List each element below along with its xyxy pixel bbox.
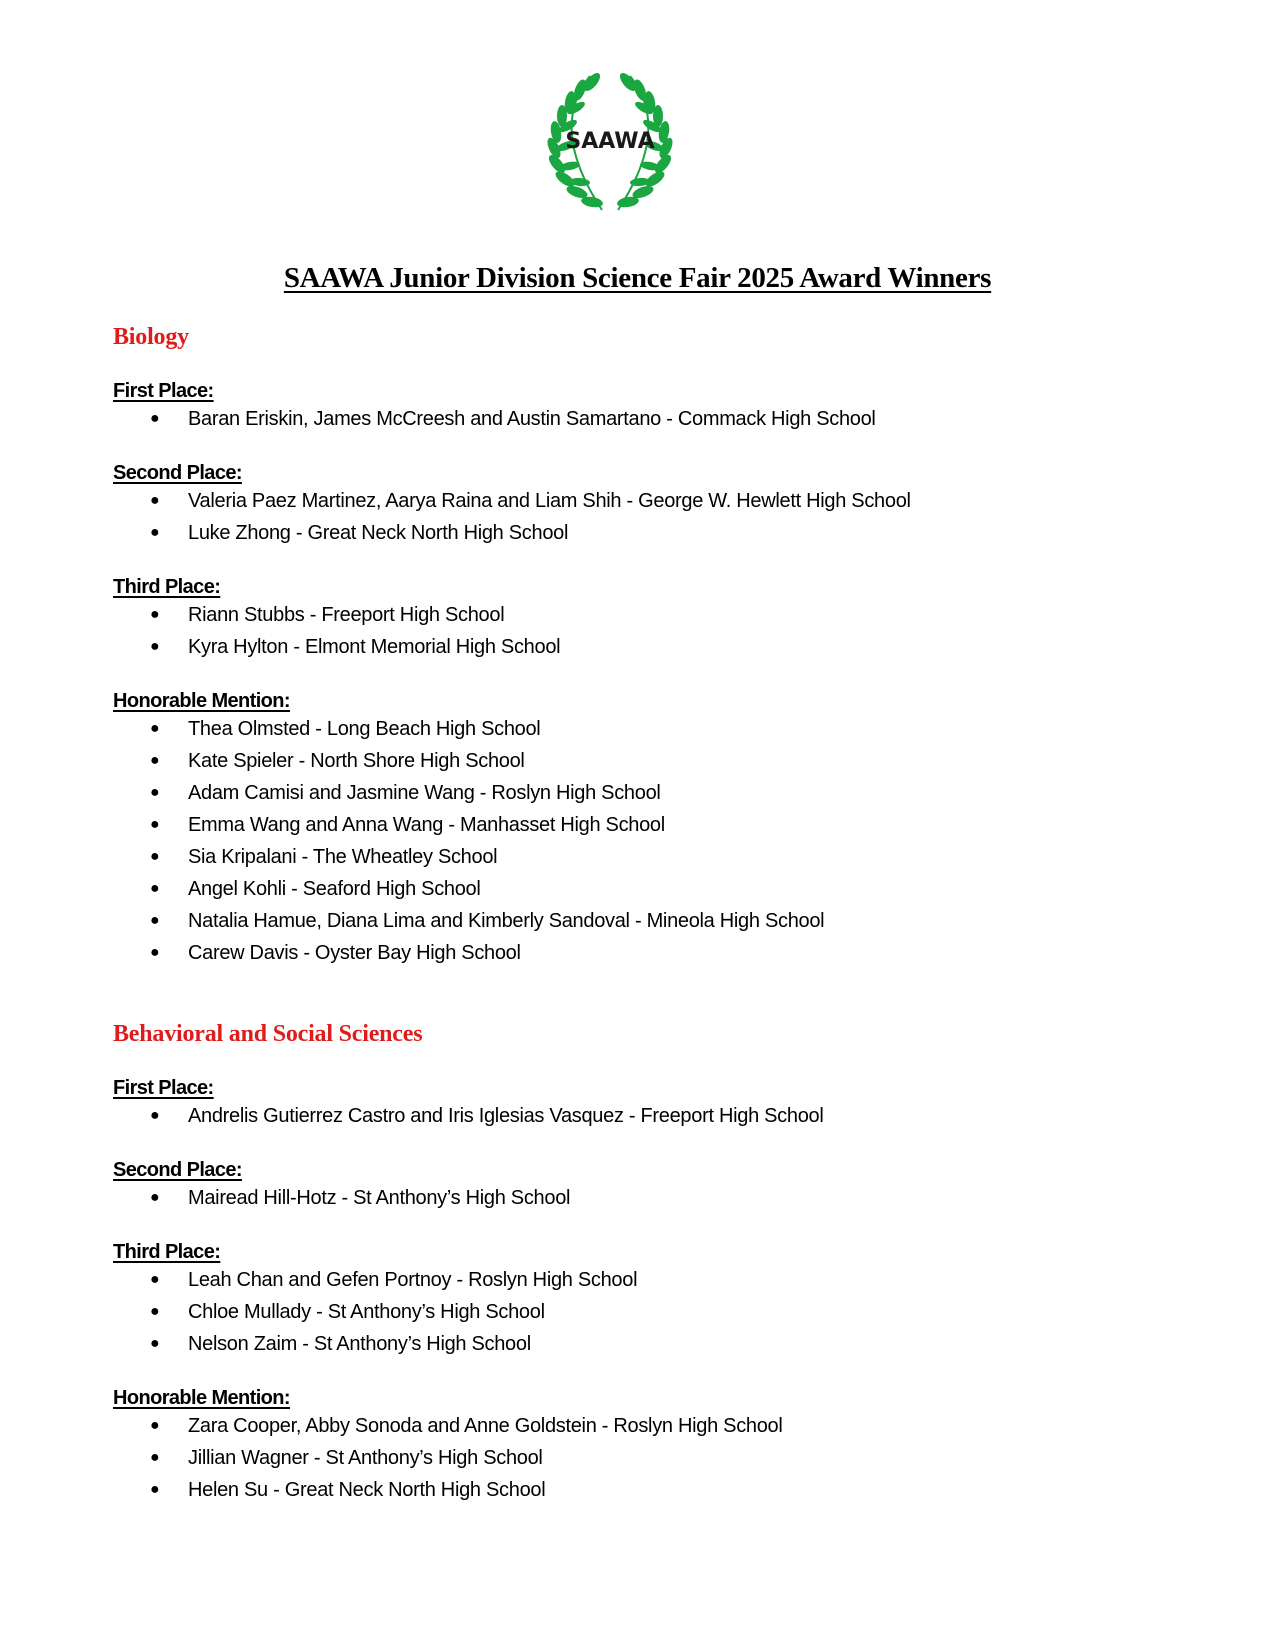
list-item: ● Baran Eriskin, James McCreesh and Austin Samartano - Commack High School [113,403,1213,435]
list-item: ● Andrelis Gutierrez Castro and Iris Iglesias Vasquez - Freeport High School [113,1100,1213,1132]
bullet-icon: ● [150,1417,160,1434]
place-label: Third Place: [113,1241,221,1263]
list-item: ● Mairead Hill-Hotz - St Anthony’s High School [113,1182,1213,1214]
award-first-place [113,379,1213,435]
bullet-icon: ● [150,1271,160,1288]
bullet-icon: ● [150,638,160,655]
list-item: ● Carew Davis - Oyster Bay High School [113,937,1213,969]
bullet-icon: ● [150,912,160,929]
award-third-place [113,1240,1213,1360]
bullet-icon: ● [150,1481,160,1498]
list-item: ● Thea Olmsted - Long Beach High School [113,713,1213,745]
winners-list [113,1100,1213,1132]
winners-list [113,713,1213,969]
bullet-icon: ● [150,1335,160,1352]
bullet-icon: ● [150,1107,160,1124]
list-item: ● Emma Wang and Anna Wang - Manhasset High School [113,809,1213,841]
winners-list [113,1410,1213,1506]
award-second-place [113,1158,1213,1214]
list-item: ● Chloe Mullady - St Anthony’s High School [113,1296,1213,1328]
bullet-icon: ● [150,944,160,961]
category-heading: Behavioral and Social Sciences [113,1021,423,1047]
category-biology [113,324,1213,969]
laurel-wreath-icon [540,68,680,218]
list-item: ● Leah Chan and Gefen Portnoy - Roslyn High School [113,1264,1213,1296]
bullet-icon: ● [150,1189,160,1206]
bullet-icon: ● [150,492,160,509]
winners-list [113,403,1213,435]
bullet-icon: ● [150,880,160,897]
winners-list [113,1264,1213,1360]
awards-content [113,310,1213,1532]
winners-list [113,1182,1213,1214]
page-title: SAAWA Junior Division Science Fair 2025 Award Winners [283,262,992,294]
list-item: ● Zara Cooper, Abby Sonoda and Anne Goldstein - Roslyn High School [113,1410,1213,1442]
list-item: ● Angel Kohli - Seaford High School [113,873,1213,905]
bullet-icon: ● [150,848,160,865]
award-honorable-mention [113,689,1213,969]
list-item: ● Natalia Hamue, Diana Lima and Kimberly Sandoval - Mineola High School [113,905,1213,937]
award-third-place [113,575,1213,663]
list-item: ● Luke Zhong - Great Neck North High School [113,517,1213,549]
svg-text:SAAWA: SAAWA [565,129,655,154]
award-first-place [113,1076,1213,1132]
place-label: Second Place: [113,1159,242,1181]
list-item: ● Riann Stubbs - Freeport High School [113,599,1213,631]
list-item: ● Nelson Zaim - St Anthony’s High School [113,1328,1213,1360]
bullet-icon: ● [150,1449,160,1466]
bullet-icon: ● [150,784,160,801]
place-label: Second Place: [113,462,242,484]
list-item: ● Jillian Wagner - St Anthony’s High School [113,1442,1213,1474]
bullet-icon: ● [150,720,160,737]
bullet-icon: ● [150,1303,160,1320]
award-honorable-mention [113,1386,1213,1506]
place-label: First Place: [113,380,214,402]
place-label: Honorable Mention: [113,690,290,712]
bullet-icon: ● [150,524,160,541]
category-behavioral-social-sciences [113,1021,1213,1506]
list-item: ● Kate Spieler - North Shore High School [113,745,1213,777]
winners-list [113,599,1213,663]
bullet-icon: ● [150,752,160,769]
place-label: Third Place: [113,576,221,598]
bullet-icon: ● [150,410,160,427]
winners-list [113,485,1213,549]
list-item: ● Helen Su - Great Neck North High School [113,1474,1213,1506]
award-second-place [113,461,1213,549]
place-label: First Place: [113,1077,214,1099]
category-heading: Biology [113,324,189,350]
list-item: ● Adam Camisi and Jasmine Wang - Roslyn High School [113,777,1213,809]
bullet-icon: ● [150,816,160,833]
list-item: ● Kyra Hylton - Elmont Memorial High School [113,631,1213,663]
saawa-logo [540,68,680,218]
list-item: ● Sia Kripalani - The Wheatley School [113,841,1213,873]
bullet-icon: ● [150,606,160,623]
place-label: Honorable Mention: [113,1387,290,1409]
list-item: ● Valeria Paez Martinez, Aarya Raina and Liam Shih - George W. Hewlett High School [113,485,1213,517]
